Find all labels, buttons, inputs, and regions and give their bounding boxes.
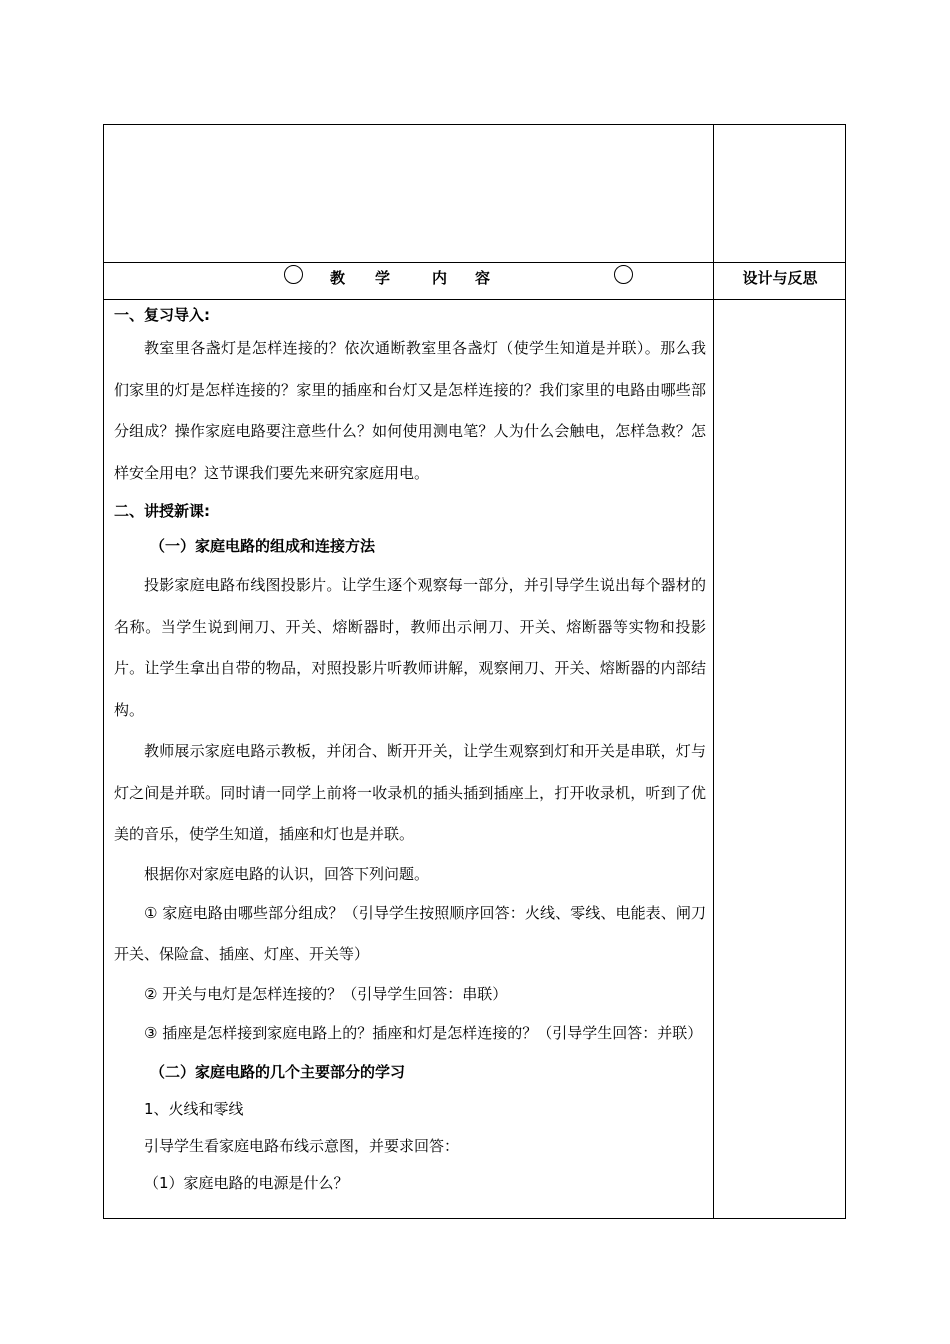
row-divider-header — [103, 299, 846, 300]
question-intro: 根据你对家庭电路的认识，回答下列问题。 — [144, 864, 430, 883]
section-review-title: 一、复习导入: — [114, 306, 210, 324]
demo-board-paragraph: 教师展示家庭电路示教板，并闭合、断开开关，让学生观察到灯和开关是串联，灯与灯之间是并联。同时请一同学上前将一收录机的插头插到插座上，打开收录机，听到了优美的音乐，使学生知道，插座和灯也是并联。 — [114, 742, 706, 843]
lesson-content — [114, 302, 706, 1202]
question-2: ② 开关与电灯是怎样连接的？（引导学生回答：串联） — [144, 984, 508, 1003]
section-review-paragraph: 教室里各盏灯是怎样连接的？依次通断教室里各盏灯（使学生知道是并联）。那么我们家里的灯是怎样连接的？家里的插座和台灯又是怎样连接的？我们家里的电路由哪些部分组成？操作家庭电路要注意些什么？如何使用测电笔？人为什么会触电，怎样急救？怎样安全用电？这节课我们要先来研究家庭用电。 — [114, 339, 706, 482]
circle-mark-left — [284, 265, 303, 284]
teaching-content-header — [330, 267, 490, 288]
header-char: 内 — [432, 269, 448, 287]
circle-mark-right — [614, 265, 633, 284]
header-char: 教 — [330, 269, 346, 287]
column-divider — [713, 124, 714, 1219]
section-new-lesson-title: 二、讲授新课: — [114, 502, 210, 520]
item-question-1: （1）家庭电路的电源是什么？ — [144, 1174, 349, 1192]
design-reflection-header: 设计与反思 — [742, 269, 818, 287]
subsection-main-parts-title: （二）家庭电路的几个主要部分的学习 — [150, 1063, 406, 1081]
question-1: ① 家庭电路由哪些部分组成？（引导学生按照顺序回答：火线、零线、电能表、闸刀开关、保险盒、插座、灯座、开关等） — [114, 903, 706, 963]
subsection-composition-title: （一）家庭电路的组成和连接方法 — [150, 537, 376, 555]
row-divider-top — [103, 262, 846, 263]
header-char: 容 — [475, 269, 491, 287]
header-char: 学 — [375, 269, 391, 287]
question-3: ③ 插座是怎样接到家庭电路上的？插座和灯是怎样连接的？（引导学生回答：并联） — [144, 1023, 703, 1042]
subsection-composition-paragraph: 投影家庭电路布线图投影片。让学生逐个观察每一部分，并引导学生说出每个器材的名称。当学生说到闸刀、开关、熔断器时，教师出示闸刀、开关、熔断器等实物和投影片。让学生拿出自带的物品，对照投影片听教师讲解，观察闸刀、开关、熔断器的内部结构。 — [114, 576, 706, 719]
item-live-neutral-wire: 1、火线和零线 — [144, 1100, 244, 1118]
item-instruction: 引导学生看家庭电路布线示意图，并要求回答： — [144, 1137, 460, 1155]
